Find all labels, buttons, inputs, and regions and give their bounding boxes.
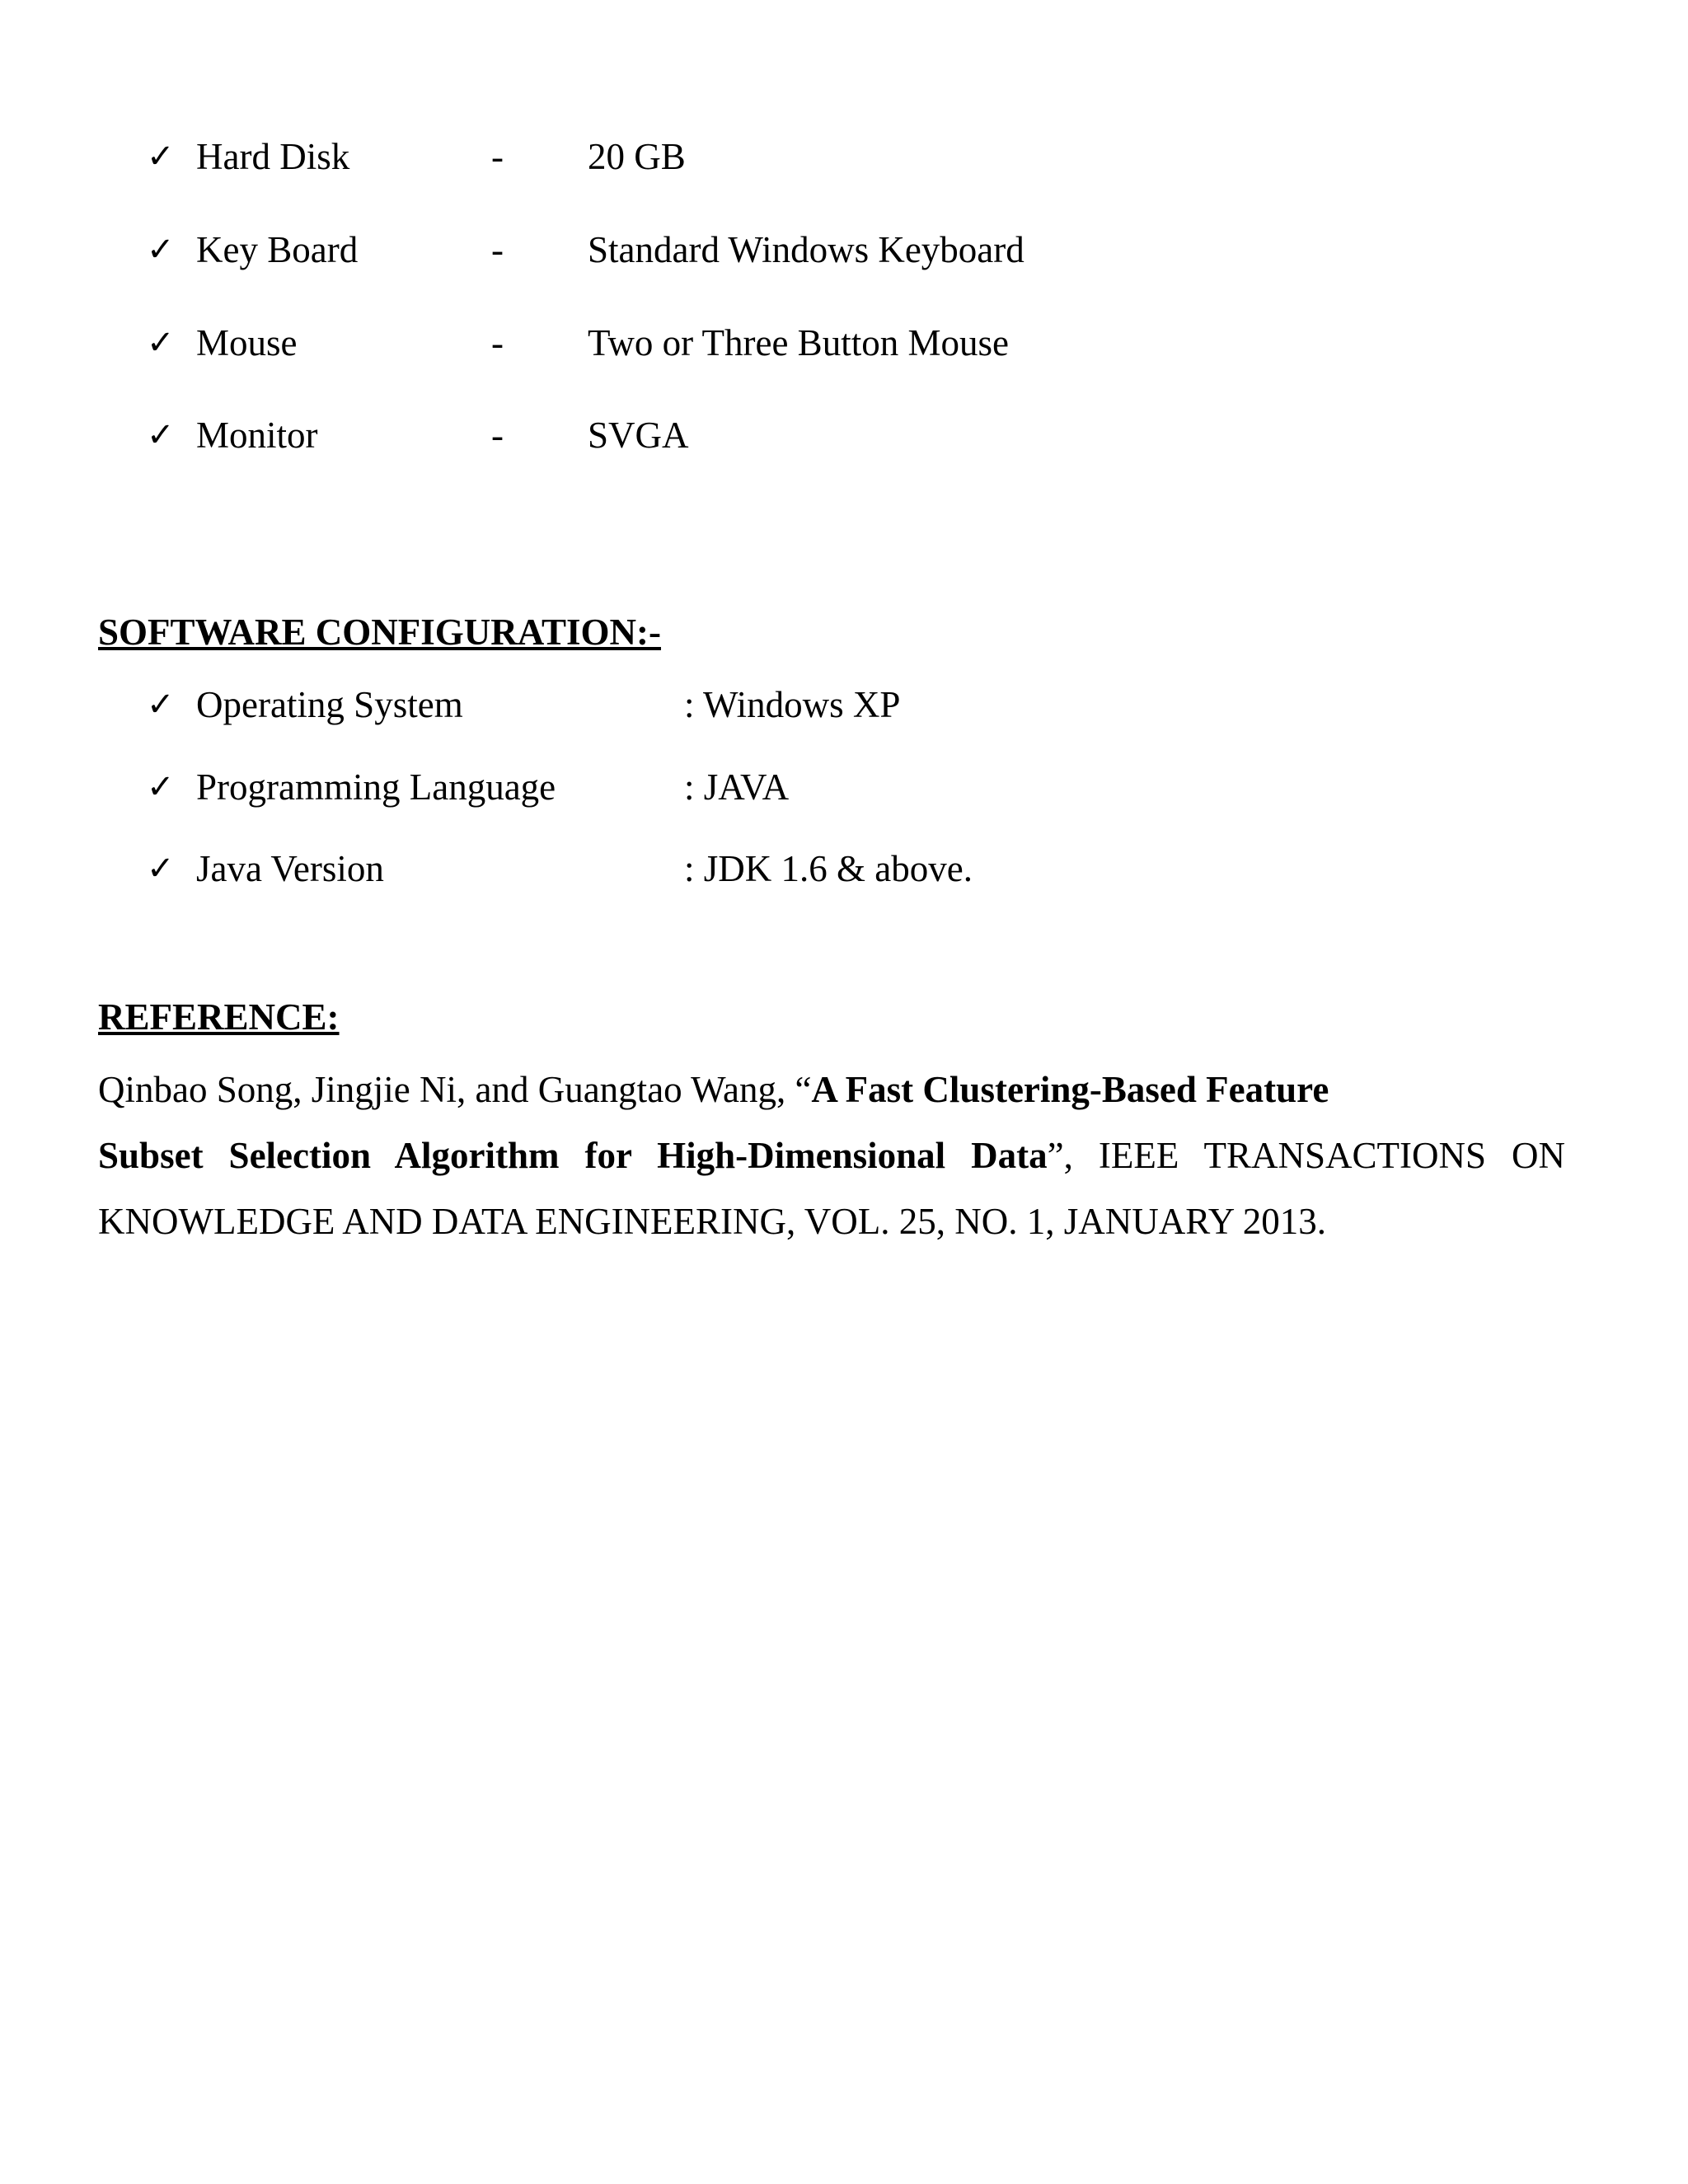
software-value: : JAVA [684, 766, 790, 808]
reference-title-part1: A Fast Clustering-Based Feature [811, 1069, 1329, 1110]
check-mark-icon: ✓ [147, 686, 175, 724]
hardware-value: Standard Windows Keyboard [588, 229, 1025, 270]
reference-line-1 [98, 1057, 1565, 1122]
hardware-label: Mouse [196, 322, 298, 363]
reference-title-part2: Subset Selection Algorithm for High-Dimensional Data [98, 1135, 1048, 1176]
reference-citation [98, 1057, 1565, 1254]
software-value: : JDK 1.6 & above. [684, 848, 973, 889]
reference-after-title: ”, IEEE TRANSACTIONS ON [1047, 1135, 1565, 1176]
check-mark-icon: ✓ [147, 231, 175, 269]
hardware-label: Monitor [196, 415, 318, 456]
hardware-label: Hard Disk [196, 136, 350, 177]
hardware-value: Two or Three Button Mouse [588, 322, 1009, 363]
hardware-value: 20 GB [588, 136, 686, 177]
check-mark-icon: ✓ [147, 138, 175, 176]
check-mark-icon: ✓ [147, 416, 175, 454]
reference-authors: Qinbao Song, Jingjie Ni, and Guangtao Wang, “ [98, 1069, 812, 1110]
check-mark-icon: ✓ [147, 850, 175, 888]
reference-line-2 [98, 1122, 1565, 1188]
hardware-value: SVGA [588, 415, 689, 456]
software-value: : Windows XP [684, 684, 901, 725]
check-mark-icon: ✓ [147, 768, 175, 806]
hardware-label: Key Board [196, 229, 359, 270]
software-label: Java Version [196, 848, 384, 889]
reference-line-3: KNOWLEDGE AND DATA ENGINEERING, VOL. 25, NO. 1, JANUARY 2013. [98, 1201, 1327, 1242]
separator-dash: - [491, 322, 504, 363]
check-mark-icon: ✓ [147, 324, 175, 362]
reference-heading: REFERENCE: [98, 996, 340, 1038]
separator-dash: - [491, 229, 504, 270]
separator-dash: - [491, 136, 504, 177]
separator-dash: - [491, 415, 504, 456]
software-label: Programming Language [196, 766, 556, 808]
software-label: Operating System [196, 684, 463, 725]
software-configuration-heading: SOFTWARE CONFIGURATION:- [98, 612, 661, 653]
